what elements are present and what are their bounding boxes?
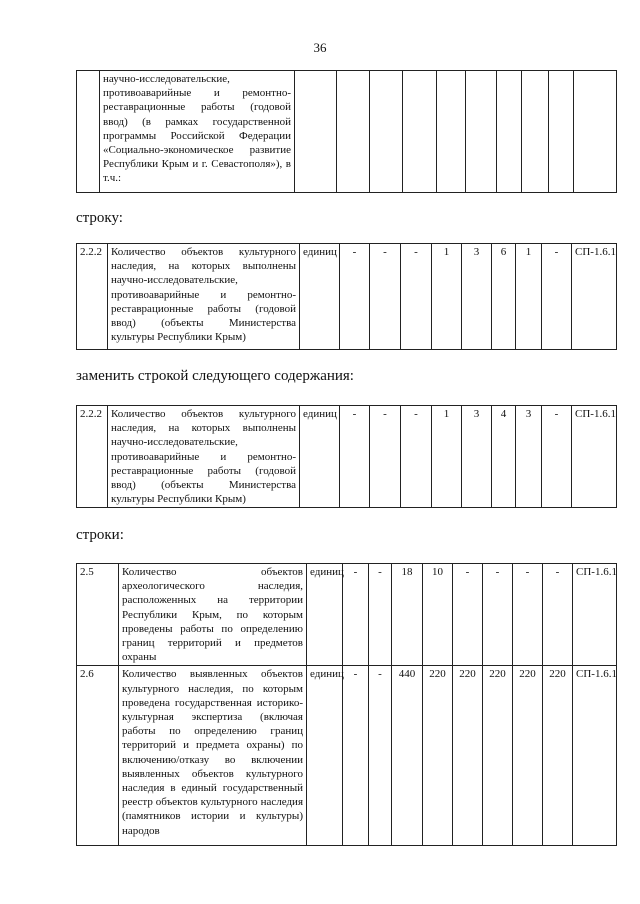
desc-cell: Количество объектов культурного наследия, на которых выполнены научно-исследовательские, противоаварийные и ремонтно-реставрационные работы (годовой ввод) (объекты Министерства культуры Республики Крым) xyxy=(108,406,300,508)
value-cell: - xyxy=(340,244,370,350)
code-cell: СП-1.6.1 xyxy=(572,406,617,508)
code-cell: СП-1.6.1 xyxy=(573,666,617,846)
num-cell: 2.2.2 xyxy=(77,244,108,350)
value-cell: - xyxy=(369,564,392,666)
value-cell: - xyxy=(401,244,432,350)
num-cell: 2.6 xyxy=(77,666,119,846)
num-cell: 2.2.2 xyxy=(77,406,108,508)
value-cell: 1 xyxy=(516,244,542,350)
value-cell: 220 xyxy=(543,666,573,846)
unit-cell: единиц xyxy=(300,406,340,508)
page-number: 36 xyxy=(313,40,327,55)
value-cell: - xyxy=(340,406,370,508)
table-row xyxy=(77,244,617,350)
code-cell: СП-1.6.1 xyxy=(573,564,617,666)
value-cell: 3 xyxy=(516,406,542,508)
table-row xyxy=(77,71,617,193)
value-cell: - xyxy=(513,564,543,666)
value-cell: 220 xyxy=(423,666,453,846)
desc-cell: научно-исследовательские, противоаварийные и ремонтно-реставрационные работы (годовой ввод) (в рамках государственной программы Российской Федерации «Социально-экономическое развитие Республики Крым и г. Севастополя»), в т.ч.: xyxy=(100,71,295,193)
old-row-table xyxy=(76,243,617,350)
num-cell xyxy=(77,71,100,193)
rows-table xyxy=(76,563,617,846)
value-cell: - xyxy=(543,564,573,666)
value-cell: - xyxy=(343,666,369,846)
phrase-stroki: строки: xyxy=(76,527,124,543)
table-row xyxy=(77,406,617,508)
code-cell: СП-1.6.1 xyxy=(572,244,617,350)
value-cell: 3 xyxy=(462,244,492,350)
desc-cell: Количество выявленных объектов культурного наследия, по которым проведена государственная историко-культурная экспертиза (включая работы по определению границ территорий и предмета охраны) по включению/отказу во включении выявленных объектов культурного наследия в единый государственный реестр объектов культурного наследия (памятников истории и культуры) народов xyxy=(119,666,307,846)
value-cell: 1 xyxy=(432,406,462,508)
value-cell: 440 xyxy=(392,666,423,846)
table-row xyxy=(77,666,617,846)
value-cell: - xyxy=(453,564,483,666)
unit-cell: единиц xyxy=(300,244,340,350)
value-cell: - xyxy=(542,244,572,350)
value-cell: 3 xyxy=(462,406,492,508)
value-cell: - xyxy=(369,666,392,846)
value-cell: - xyxy=(343,564,369,666)
value-cell: 1 xyxy=(432,244,462,350)
value-cell: - xyxy=(401,406,432,508)
value-cell: 220 xyxy=(483,666,513,846)
table-row xyxy=(77,564,617,666)
unit-cell: единиц xyxy=(307,564,343,666)
unit-cell: единиц xyxy=(307,666,343,846)
value-cell: 10 xyxy=(423,564,453,666)
value-cell: 4 xyxy=(492,406,516,508)
new-row-table xyxy=(76,405,617,508)
value-cell: 6 xyxy=(492,244,516,350)
top-fragment-table xyxy=(76,70,617,193)
value-cell: - xyxy=(370,406,401,508)
value-cell: - xyxy=(483,564,513,666)
num-cell: 2.5 xyxy=(77,564,119,666)
value-cell: 220 xyxy=(453,666,483,846)
phrase-zamenit: заменить строкой следующего содержания: xyxy=(76,368,354,384)
desc-cell: Количество объектов археологического наследия, расположенных на территории Республики Крым, по которым проведены работы по определению границ территорий и предметов охраны xyxy=(119,564,307,666)
desc-cell: Количество объектов культурного наследия, на которых выполнены научно-исследовательские, противоаварийные и ремонтно-реставрационные работы (годовой ввод) (объекты Министерства культуры Республики Крым) xyxy=(108,244,300,350)
value-cell: 220 xyxy=(513,666,543,846)
value-cell: 18 xyxy=(392,564,423,666)
value-cell: - xyxy=(542,406,572,508)
value-cell: - xyxy=(370,244,401,350)
phrase-stroku: строку: xyxy=(76,210,123,226)
